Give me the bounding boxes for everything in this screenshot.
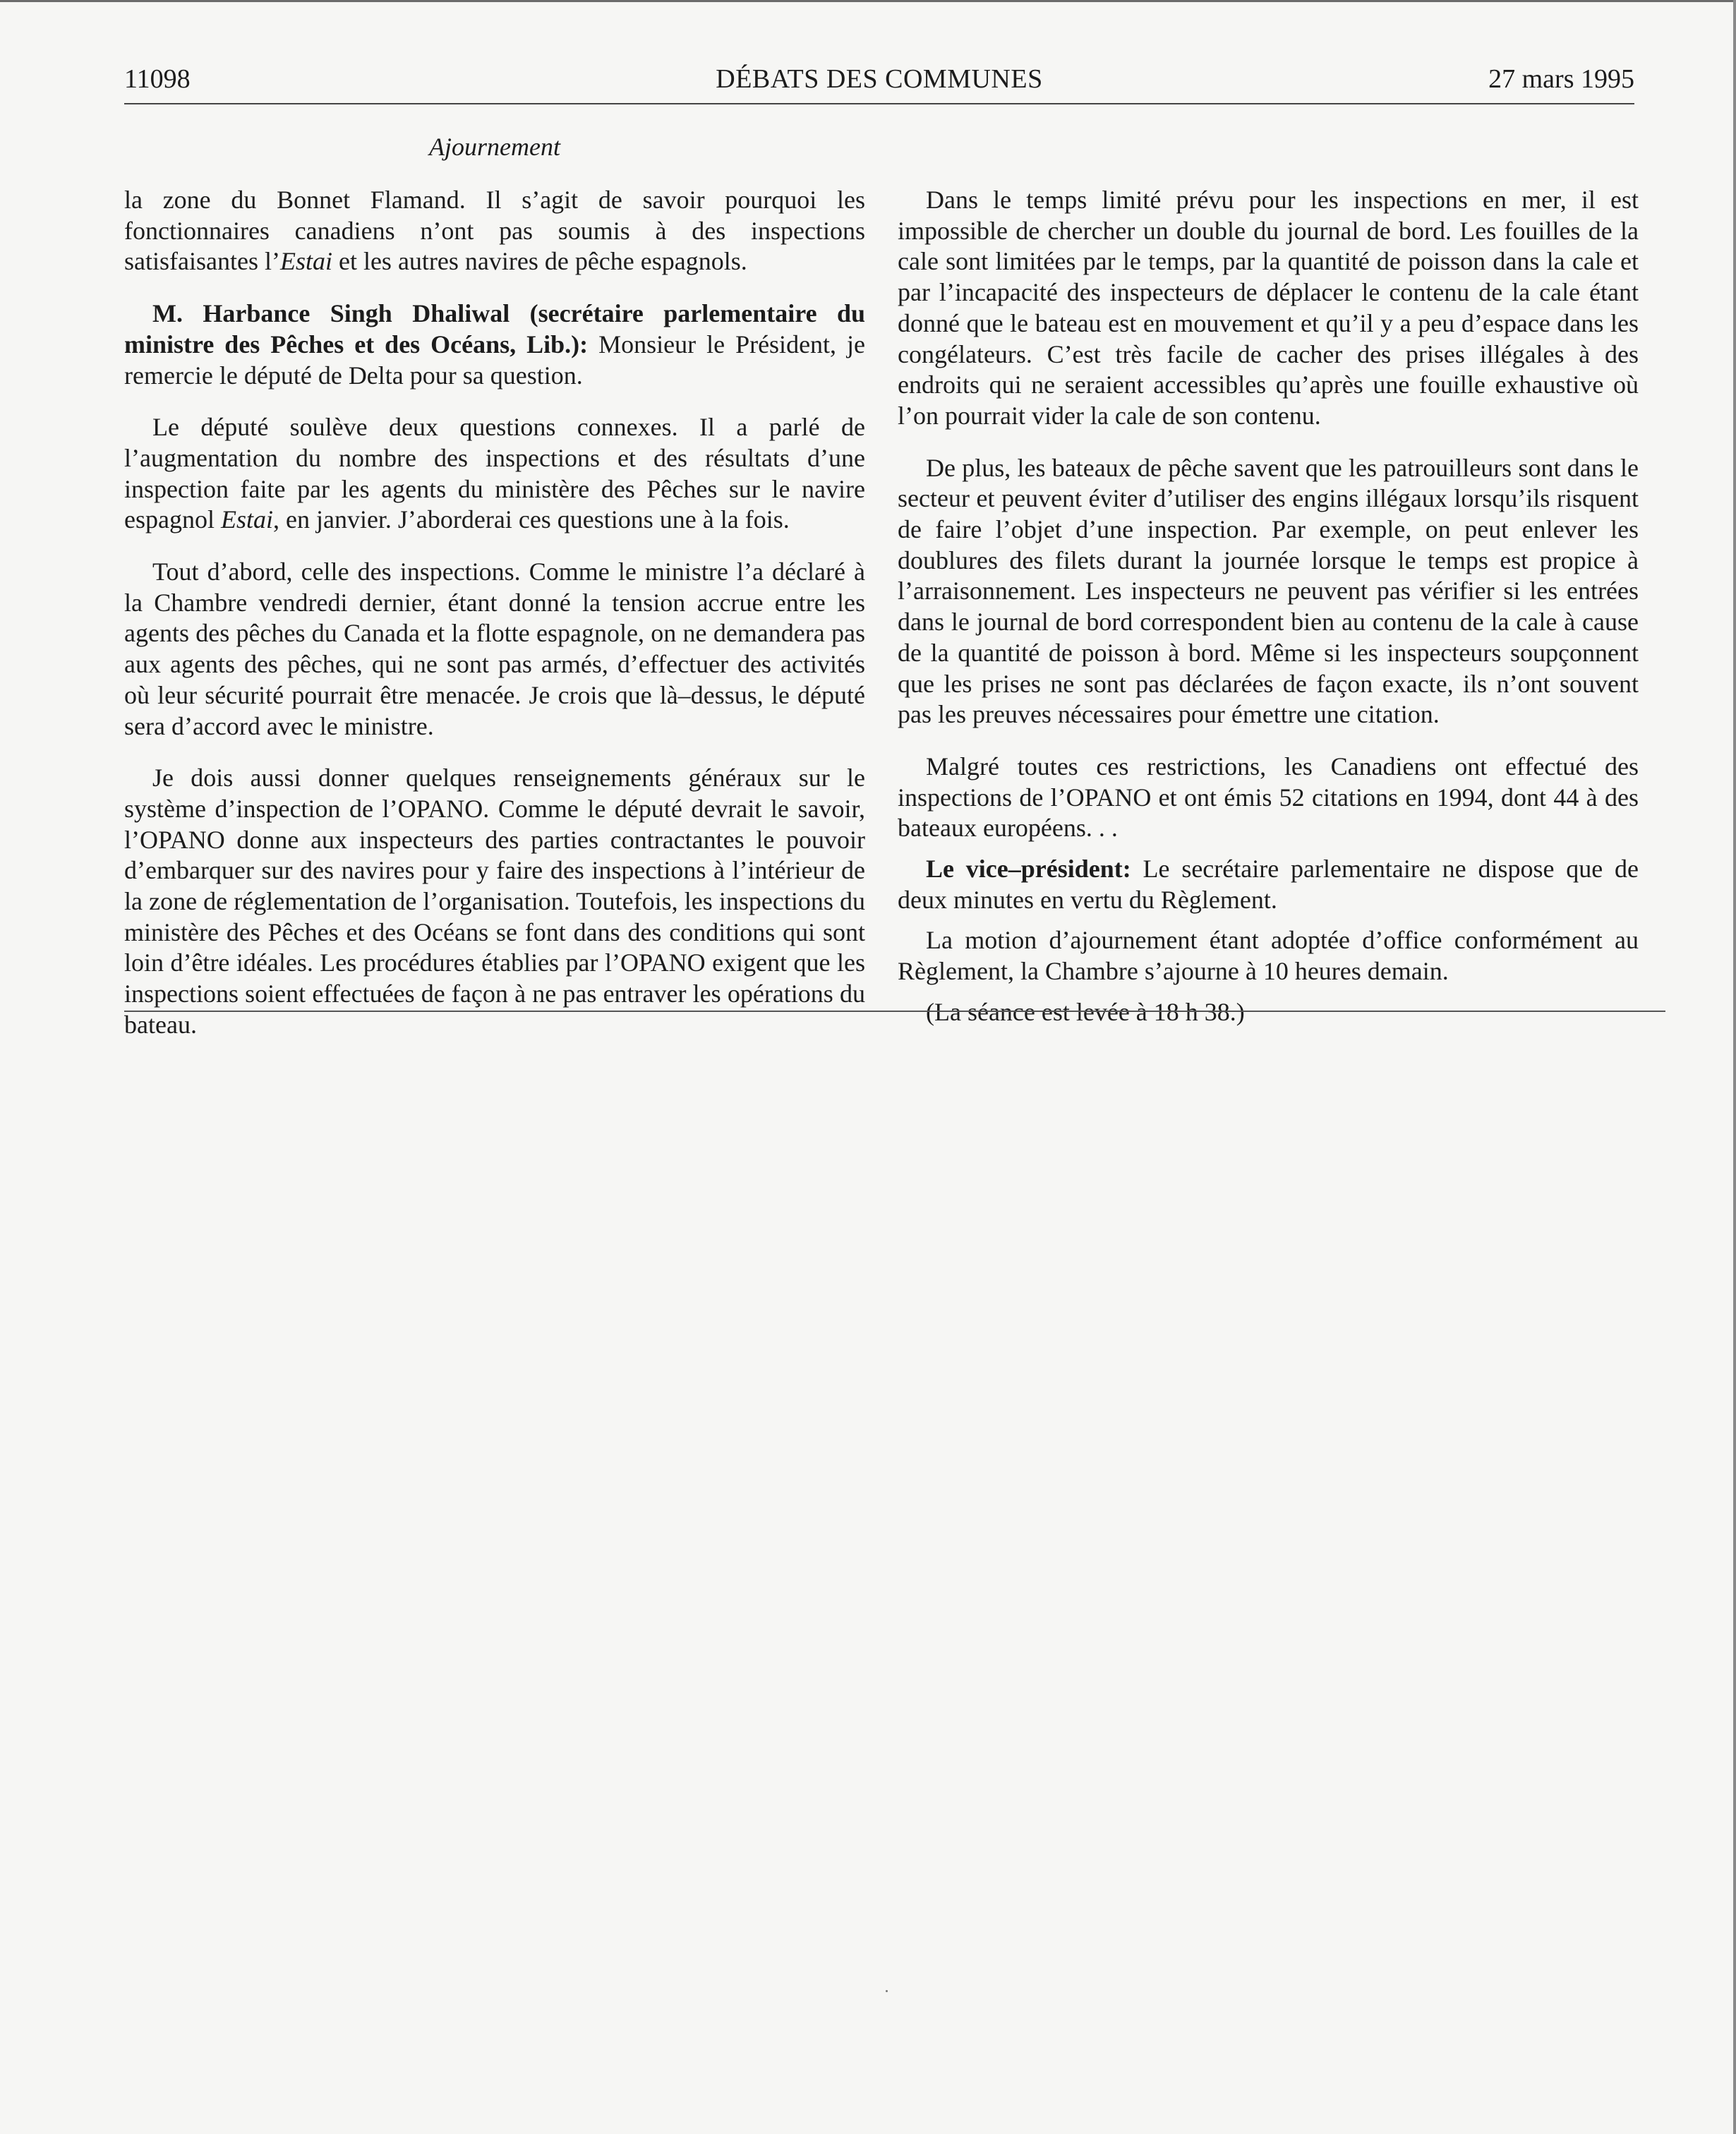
right-column [898,185,1639,1038]
speaker-name: M. Harbance Singh Dhaliwal (secrétaire parlementaire du ministre des Pêches et des Océans, Lib.): [124,299,865,358]
paragraph: M. Harbance Singh Dhaliwal (secrétaire parlementaire du ministre des Pêches et des Océans, Lib.): Monsieur le Président, je remercie le député de Delta pour sa question. [124,299,866,390]
paragraph: La motion d’ajournement étant adoptée d’office conformément au Règlement, la Chambre s’ajourne à 10 heures demain. [898,926,1639,986]
paragraph: De plus, les bateaux de pêche savent que les patrouilleurs sont dans le secteur et peuvent éviter d’utiliser des engins illégaux lorsqu’ils risquent de faire l’objet d’une inspection. Par exemple, on peut enlever les doublures des filets durant la journée lorsque le temps est propice à l’arraisonnement. Les inspecteurs ne peuvent pas vérifier si les entrées dans le journal de bord correspondent bien au contenu de la cale à cause de la quantité de poisson à bord. Même si les inspecteurs soupçonnent que les prises ne sont pas déclarées de façon exacte, ils n’ont souvent pas les preuves nécessaires pour émettre une citation. [898,453,1639,729]
paragraph: la zone du Bonnet Flamand. Il s’agit de savoir pourquoi les fonctionnaires canadiens n’ont pas soumis à des inspections satisfaisantes l’Estai et les autres navires de pêche espagnols. [124,186,865,276]
paragraph: Le vice–président: Le secrétaire parlementaire ne dispose que de deux minutes en vertu du Règlement. [898,855,1639,914]
scan-speck [886,1990,888,1992]
page-header [124,61,1634,97]
publication-title: DÉBATS DES COMMUNES [716,64,1043,94]
paragraph: Tout d’abord, celle des inspections. Comme le ministre l’a déclaré à la Chambre vendredi dernier, étant donné la tension accrue entre les agents des pêches du Canada et la flotte espagnole, on ne demandera pas aux agents des pêches, qui ne sont pas armés, d’effectuer des activités où leur sécurité pourrait être menacée. Je crois que là–dessus, le député sera d’accord avec le ministre. [124,557,865,740]
scan-border-right [1733,0,1736,2134]
paragraph: Je dois aussi donner quelques renseignements généraux sur le système d’inspection de l’OPANO. Comme le député devrait le savoir, l’OPANO donne aux inspecteurs des parties contractantes le pouvoir d’embarquer sur des navires pour y faire des inspections à l’intérieur de la zone de réglementation de l’organisation. Toutefois, les inspections du ministère des Pêches et des Océans se font dans des conditions qui sont loin d’être idéales. Les procédures établies par l’OPANO exigent que les inspections soient effectuées de façon à ne pas entraver les opérations du bateau. [124,764,865,1039]
ship-name: Estai [279,247,332,276]
ship-name: Estai [220,505,273,534]
header-rule [124,103,1634,104]
paragraph: Le député soulève deux questions connexes. Il a parlé de l’augmentation du nombre des inspections et des résultats d’une inspection faite par les agents du ministère des Pêches sur le navire espagnol Estai, en janvier. J’aborderai ces questions une à la fois. [124,413,865,534]
speaker-name: Le vice–président: [926,855,1131,884]
section-title: Ajournement [429,133,560,161]
closing-note: (La séance est levée à 18 h 38.) [926,997,1245,1026]
footer-rule [124,1011,1665,1012]
left-column [124,185,865,1062]
paragraph: Malgré toutes ces restrictions, les Canadiens ont effectué des inspections de l’OPANO et ont émis 52 citations en 1994, dont 44 à des bateaux européens. . . [898,752,1639,843]
scan-border-top [0,0,1736,2]
paragraph: Dans le temps limité prévu pour les inspections en mer, il est impossible de chercher un double du journal de bord. Les fouilles de la cale sont limitées par le temps, par la quantité de poisson dans la cale et par l’incapacité des inspecteurs de déplacer le contenu de la cale étant donné que le bateau est en mouvement et qu’il y a peu d’espace dans les congélateurs. C’est très facile de cacher des prises illégales à des endroits qui ne seraient accessibles qu’après une fouille exhaustive où l’on pourrait vider la cale de son contenu. [898,186,1639,430]
page-number: 11098 [124,64,191,94]
publication-date: 27 mars 1995 [1488,64,1634,94]
